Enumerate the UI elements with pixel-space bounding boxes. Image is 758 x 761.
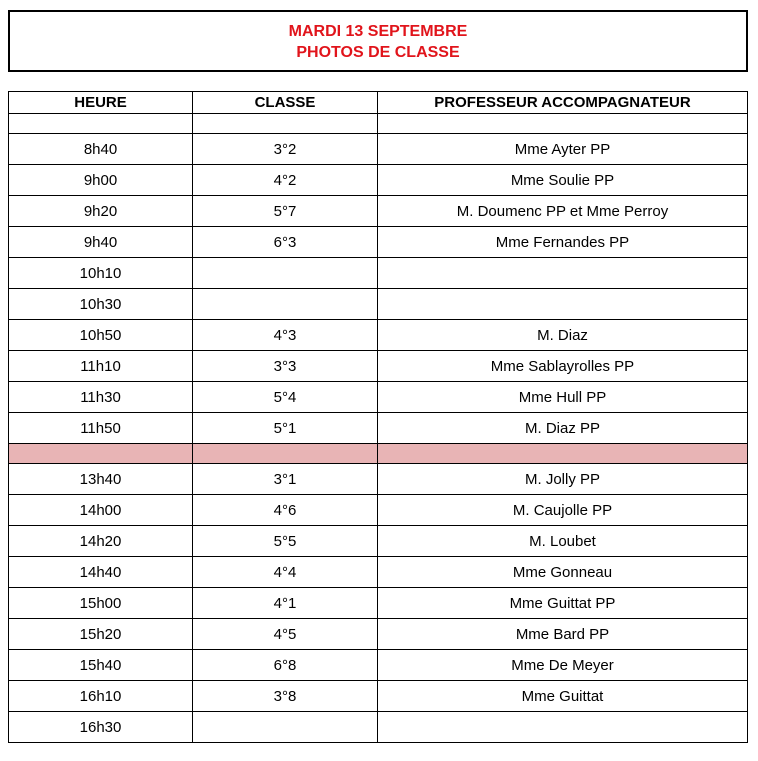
time-cell: 9h40 — [9, 227, 193, 258]
class-cell — [193, 258, 378, 289]
teacher-cell — [378, 712, 748, 743]
class-cell: 4°5 — [193, 619, 378, 650]
teacher-cell: Mme Gonneau — [378, 557, 748, 588]
title-date: MARDI 13 SEPTEMBRE — [288, 23, 468, 40]
table-row — [9, 196, 748, 227]
class-cell: 4°1 — [193, 588, 378, 619]
title-subject: PHOTOS DE CLASSE — [296, 44, 460, 61]
table-row — [9, 557, 748, 588]
class-cell: 6°8 — [193, 650, 378, 681]
time-cell: 15h00 — [9, 588, 193, 619]
table-row — [9, 464, 748, 495]
spacer-row — [9, 114, 748, 134]
empty-cell — [193, 114, 378, 134]
column-header-professeur: PROFESSEUR ACCOMPAGNATEUR — [378, 92, 748, 114]
class-cell — [193, 712, 378, 743]
time-cell: 16h10 — [9, 681, 193, 712]
empty-cell — [9, 114, 193, 134]
teacher-cell: Mme Guittat — [378, 681, 748, 712]
teacher-cell: Mme Bard PP — [378, 619, 748, 650]
class-cell: 6°3 — [193, 227, 378, 258]
empty-cell — [378, 114, 748, 134]
class-cell: 3°8 — [193, 681, 378, 712]
teacher-cell: M. Diaz — [378, 320, 748, 351]
class-cell: 5°1 — [193, 413, 378, 444]
time-cell: 16h30 — [9, 712, 193, 743]
teacher-cell: Mme De Meyer — [378, 650, 748, 681]
class-cell: 3°1 — [193, 464, 378, 495]
teacher-cell: Mme Sablayrolles PP — [378, 351, 748, 382]
class-cell: 5°5 — [193, 526, 378, 557]
class-cell: 4°2 — [193, 165, 378, 196]
table-row — [9, 495, 748, 526]
table-row — [9, 650, 748, 681]
time-cell: 11h50 — [9, 413, 193, 444]
teacher-cell: M. Doumenc PP et Mme Perroy — [378, 196, 748, 227]
time-cell: 15h40 — [9, 650, 193, 681]
class-cell: 3°2 — [193, 134, 378, 165]
time-cell: 9h20 — [9, 196, 193, 227]
column-header-classe: CLASSE — [193, 92, 378, 114]
column-header-heure: HEURE — [9, 92, 193, 114]
teacher-cell: M. Diaz PP — [378, 413, 748, 444]
time-cell: 9h00 — [9, 165, 193, 196]
table-row — [9, 413, 748, 444]
table-row — [9, 258, 748, 289]
teacher-cell — [378, 289, 748, 320]
time-cell: 11h30 — [9, 382, 193, 413]
teacher-cell: M. Jolly PP — [378, 464, 748, 495]
teacher-cell: Mme Ayter PP — [378, 134, 748, 165]
time-cell: 14h20 — [9, 526, 193, 557]
title-box — [8, 10, 748, 72]
header-row — [9, 92, 748, 114]
schedule-table — [8, 91, 748, 743]
table-row — [9, 619, 748, 650]
teacher-cell: Mme Hull PP — [378, 382, 748, 413]
table-row — [9, 712, 748, 743]
table-row — [9, 681, 748, 712]
teacher-cell: M. Caujolle PP — [378, 495, 748, 526]
empty-cell — [378, 444, 748, 464]
table-row — [9, 382, 748, 413]
time-cell: 10h50 — [9, 320, 193, 351]
table-row — [9, 227, 748, 258]
table-row — [9, 320, 748, 351]
empty-cell — [193, 444, 378, 464]
teacher-cell — [378, 258, 748, 289]
class-cell: 3°3 — [193, 351, 378, 382]
table-row — [9, 351, 748, 382]
time-cell: 14h40 — [9, 557, 193, 588]
time-cell: 11h10 — [9, 351, 193, 382]
time-cell: 10h10 — [9, 258, 193, 289]
schedule-body — [9, 114, 748, 743]
table-row — [9, 526, 748, 557]
class-cell: 4°3 — [193, 320, 378, 351]
time-cell: 8h40 — [9, 134, 193, 165]
class-cell: 4°6 — [193, 495, 378, 526]
class-cell: 4°4 — [193, 557, 378, 588]
time-cell: 13h40 — [9, 464, 193, 495]
table-row — [9, 289, 748, 320]
empty-cell — [9, 444, 193, 464]
table-row — [9, 134, 748, 165]
teacher-cell: M. Loubet — [378, 526, 748, 557]
teacher-cell: Mme Fernandes PP — [378, 227, 748, 258]
class-cell: 5°7 — [193, 196, 378, 227]
time-cell: 15h20 — [9, 619, 193, 650]
lunch-break-row — [9, 444, 748, 464]
class-cell: 5°4 — [193, 382, 378, 413]
class-cell — [193, 289, 378, 320]
table-row — [9, 165, 748, 196]
teacher-cell: Mme Soulie PP — [378, 165, 748, 196]
time-cell: 10h30 — [9, 289, 193, 320]
time-cell: 14h00 — [9, 495, 193, 526]
table-row — [9, 588, 748, 619]
teacher-cell: Mme Guittat PP — [378, 588, 748, 619]
